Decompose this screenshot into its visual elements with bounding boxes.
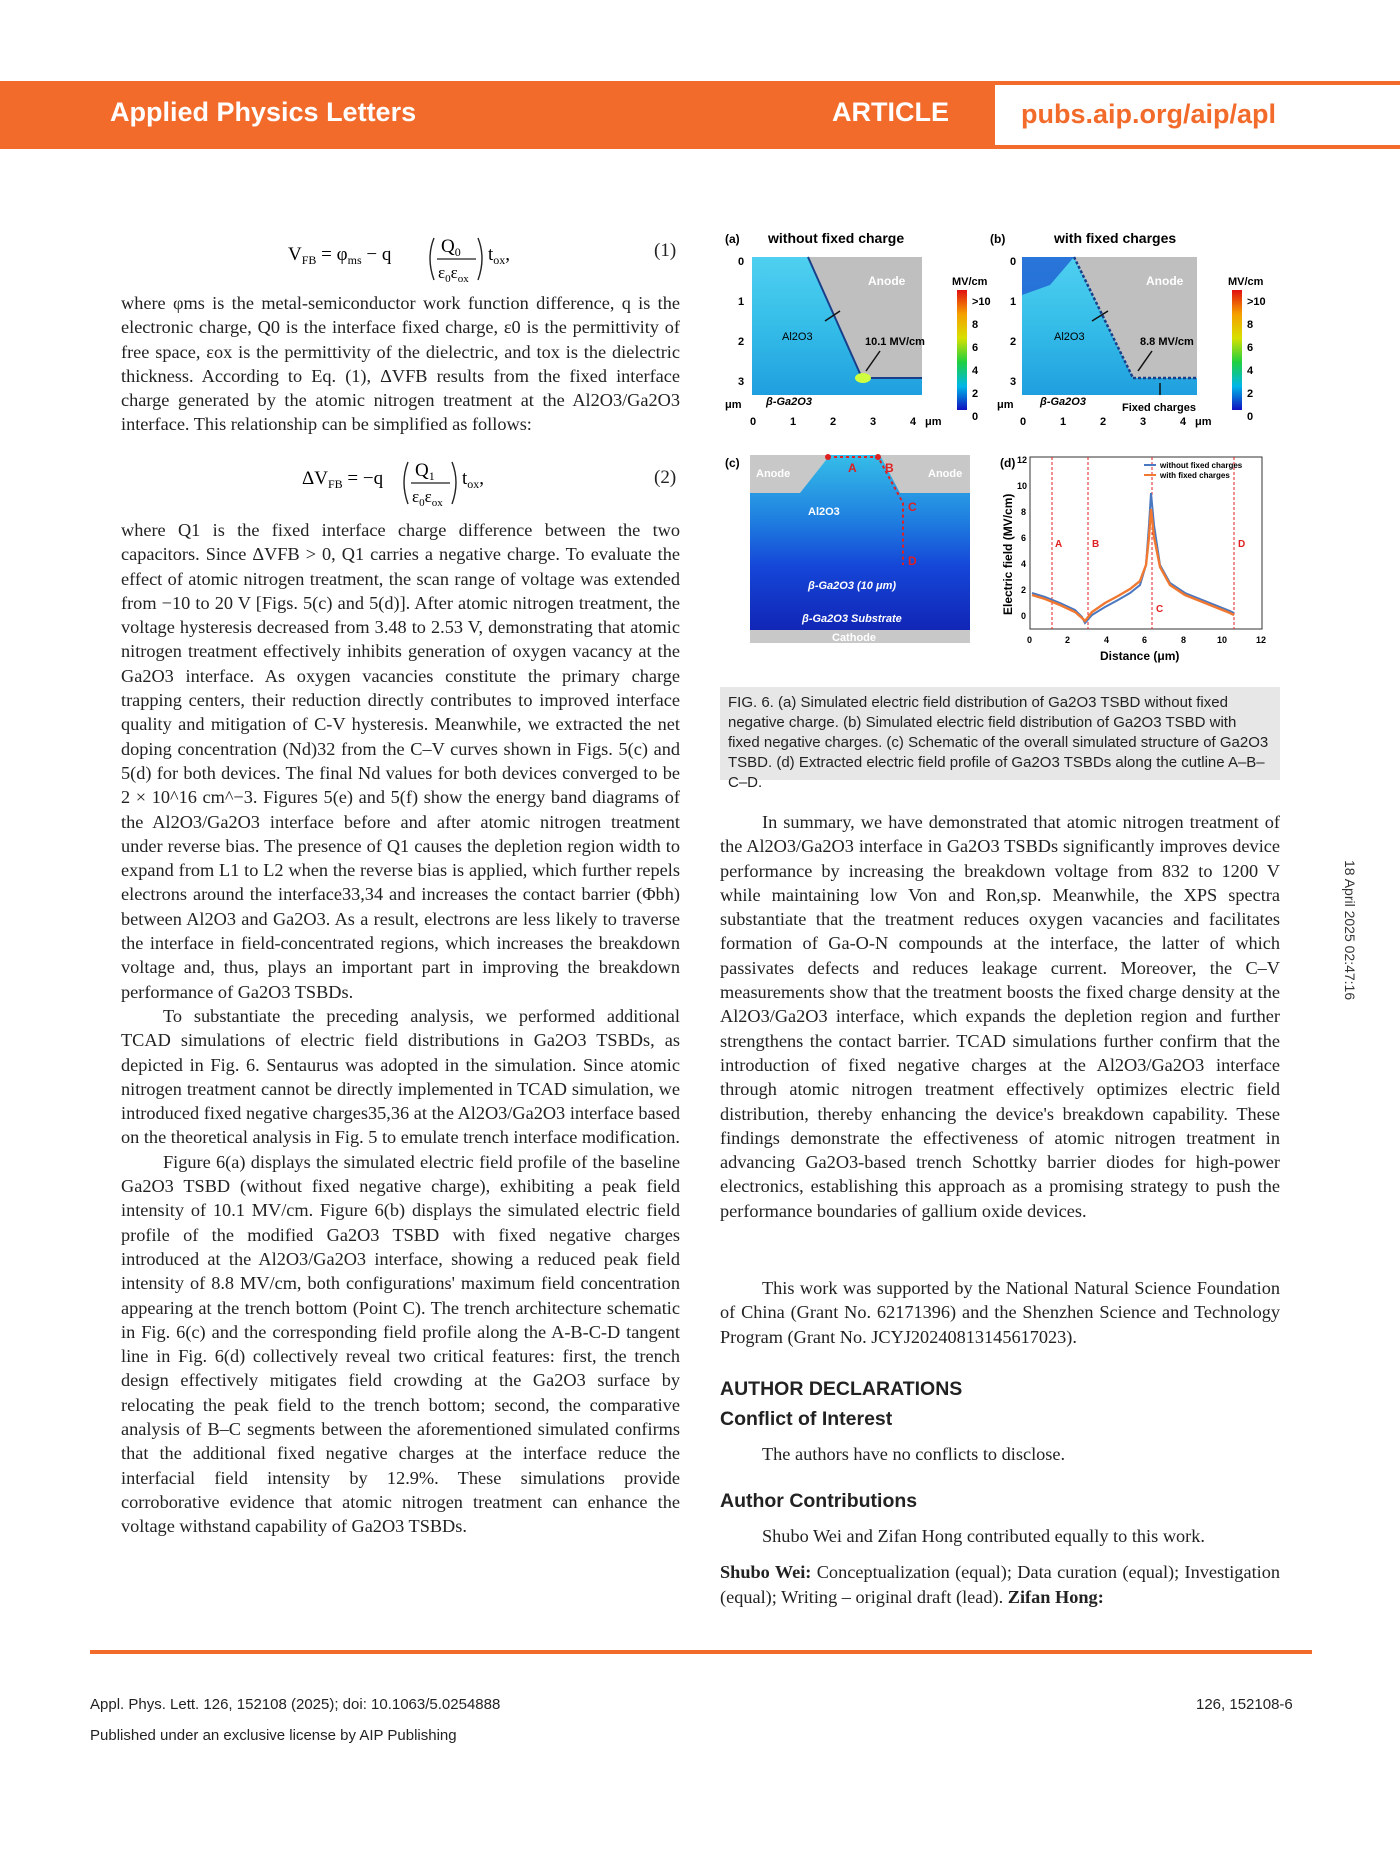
y-tick: 0 — [1021, 611, 1027, 621]
scale-tick: 4 — [972, 365, 979, 377]
svg-text:tox,: $t_{ox}$, — [462, 468, 485, 491]
x-unit: μm — [925, 416, 942, 428]
author-declarations-heading: AUTHOR DECLARATIONS — [720, 1378, 963, 1400]
y-tick: 10 — [1017, 481, 1028, 491]
panel-c-anode-left: Anode — [756, 468, 791, 480]
panel-b-fixed-charges: Fixed charges — [1122, 402, 1196, 414]
panel-d-yticks — [1017, 455, 1027, 621]
x-tick: 4 — [1180, 416, 1187, 428]
download-stamp: 18 April 2025 02:47:16 — [1342, 860, 1358, 1001]
panel-a-ga2o3: β-Ga2O3 — [766, 396, 812, 408]
right-column — [720, 810, 1280, 1223]
panel-c-substrate: β-Ga2O3 Substrate — [802, 613, 902, 625]
scale-tick: 8 — [972, 319, 979, 331]
equation-2-svg — [302, 452, 522, 512]
scale-tick: 2 — [1247, 388, 1254, 400]
right-column-funding — [720, 1276, 1280, 1349]
panel-c-point-a: A — [848, 461, 857, 475]
x-tick: 0 — [1027, 635, 1033, 645]
panel-a-field-value: 10.1 MV/cm — [865, 336, 925, 348]
panel-a-al2o3: Al2O3 — [782, 331, 813, 343]
svg-text:Q1: $Q_1$ — [415, 460, 435, 483]
y-tick: 2 — [1010, 336, 1017, 348]
figure-6-caption: FIG. 6. (a) Simulated electric field distribution of Ga2O3 TSBD without fixed negative charge. (b) Simulated electric field distribution of Ga2O3 TSBD with fixed negative charges. (c) Schematic of the overall simulated structure of Ga2O3 TSBD. (d) Extracted electric field profile of Ga2O3 TSBDs along the cutline A–B–C–D. — [720, 687, 1280, 780]
equation-2 — [302, 452, 522, 512]
figure-6-svg — [720, 225, 1280, 685]
legend-without: without fixed charges — [1160, 461, 1243, 470]
panel-b-ga2o3: β-Ga2O3 — [1040, 396, 1086, 408]
x-tick: 10 — [1217, 635, 1228, 645]
author-1-roles: Conceptualization (equal); Data curation (equal); Investigation (equal); Writing – original draft (lead). — [720, 1562, 1281, 1607]
y-tick: 3 — [1010, 376, 1017, 388]
panel-a-unit: MV/cm — [952, 276, 988, 288]
figure-6 — [720, 225, 1280, 685]
author-1-name: Shubo Wei: — [720, 1562, 812, 1583]
left-paragraph-4: Figure 6(a) displays the simulated electric field profile of the baseline Ga2O3 TSBD (without fixed negative charge), exhibiting a peak field intensity of 10.1 MV/cm. Figure 6(b) displays the simulated electric field profile of the modified Ga2O3 TSBD with fixed negative charges introduced at the Al2O3/Ga2O3 interface, showing a reduced peak field intensity of 8.8 MV/cm, both configurations' maximum field concentration appearing at the trench bottom (Point C). The trench architecture schematic in Fig. 6(c) and the corresponding field profile along the A-B-C-D tangent line in Fig. 6(d) collectively reveal two critical features: first, the trench design effectively mitigates field crowding at the Ga2O3 surface by relocating the peak field to the trench bottom; second, the comparative analysis of B–C segments between the aforementioned simulated confirms that the additional fixed negative charges at the interface reduce the interfacial field intensity by 12.9%. These simulations provide corroborative evidence that atomic nitrogen treatment can enhance the voltage withstand capability of Ga2O3 TSBDs. — [121, 1151, 680, 1537]
x-tick: 1 — [1060, 416, 1067, 428]
scale-tick: 4 — [1247, 365, 1254, 377]
svg-text:ε0εox: $\varepsilon_0\varepsilon_{ox}$ — [438, 263, 469, 285]
journal-title: Applied Physics Letters — [110, 97, 417, 127]
left-column-continued — [121, 518, 680, 1538]
svg-text:VFB = φms − q: $V_{FB} = \varphi_{ms} - q$ — [288, 244, 392, 267]
x-tick: 6 — [1142, 635, 1148, 645]
y-tick: 0 — [738, 256, 745, 268]
x-tick: 2 — [830, 416, 837, 428]
left-paragraph-3: To substantiate the preceding analysis, we performed additional TCAD simulations of electric field distributions in Ga2O3 TSBDs, as depicted in Fig. 6. Sentaurus was adopted in the simulation. Since atomic nitrogen treatment cannot be directly implemented in TCAD simulation, we introduced fixed negative charges35,36 at the Al2O3/Ga2O3 interface based on the theoretical analysis in Fig. 5 to emulate trench interface modification. — [121, 1005, 680, 1148]
panel-a-anode-label: Anode — [868, 274, 906, 288]
svg-text:ε0εox: $\varepsilon_0\varepsilon_{ox}$ — [412, 487, 443, 509]
scale-tick: 0 — [1247, 411, 1254, 423]
panel-d-point-d: D — [1238, 539, 1246, 550]
x-tick: 2 — [1065, 635, 1071, 645]
svg-text:Q0: $Q_0$ — [441, 236, 461, 259]
x-tick: 0 — [750, 416, 757, 428]
panel-d-axes — [1030, 457, 1262, 629]
x-tick: 12 — [1256, 635, 1267, 645]
panel-b-field-value: 8.8 MV/cm — [1140, 336, 1194, 348]
panel-a-colorbar — [957, 290, 967, 410]
x-tick: 0 — [1020, 416, 1027, 428]
equation-1-svg — [288, 228, 528, 288]
y-tick: 2 — [738, 336, 745, 348]
contributions-text — [720, 1524, 1280, 1609]
right-paragraph-funding: This work was supported by the National Natural Science Foundation of China (Grant No. 62171396) and the Shenzhen Science and Technology Program (Grant No. JCYJ20240813145617023). — [720, 1278, 1280, 1347]
panel-a-yticks — [725, 256, 744, 411]
contributions-paragraph: Shubo Wei and Zifan Hong contributed equally to this work. — [762, 1526, 1205, 1546]
x-unit: μm — [1195, 416, 1212, 428]
y-tick: 3 — [738, 376, 745, 388]
panel-c-label: (c) — [725, 456, 740, 470]
y-unit: μm — [725, 399, 742, 411]
svg-text:tox,: $t_{ox}$, — [488, 244, 511, 267]
conflict-text — [720, 1442, 1280, 1466]
y-tick: 8 — [1021, 507, 1027, 517]
legend-with: with fixed charges — [1160, 471, 1230, 480]
conflict-heading: Conflict of Interest — [720, 1408, 893, 1430]
scale-tick: 2 — [972, 388, 979, 400]
panel-b-yticks — [997, 256, 1016, 411]
x-tick: 4 — [1104, 635, 1110, 645]
panel-c-anode-right: Anode — [928, 468, 963, 480]
equation-1-number: (1) — [654, 240, 677, 261]
panel-b-title: with fixed charges — [1054, 230, 1177, 246]
y-tick: 4 — [1021, 559, 1027, 569]
panel-b-xticks — [1020, 416, 1212, 428]
y-unit: μm — [997, 399, 1014, 411]
journal-header — [0, 81, 1400, 149]
panel-d-xlabel: Distance (μm) — [1100, 649, 1180, 663]
y-tick: 6 — [1021, 533, 1027, 543]
panel-a-xticks — [750, 416, 942, 428]
panel-c-point-c: C — [908, 500, 917, 514]
panel-d-ylabel: Electric field (MV/cm) — [1001, 493, 1015, 615]
x-tick: 1 — [790, 416, 797, 428]
scale-tick: 8 — [1247, 319, 1254, 331]
x-tick: 8 — [1181, 635, 1187, 645]
panel-a-scale — [972, 296, 991, 423]
panel-c-point-d: D — [908, 554, 917, 568]
right-paragraph-summary: In summary, we have demonstrated that atomic nitrogen treatment of the Al2O3/Ga2O3 interface in Ga2O3 TSBDs significantly improves device performance by increasing the breakdown voltage from 832 to 1200 V while maintaining low Von and Ron,sp. Meanwhile, the XPS spectra substantiate that the treatment reduces oxygen vacancies and facilitates formation of Ga-O-N compounds at the interface, the latter of which passivates defects and reduces leakage current. Moreover, the C–V measurements show that the treatment boosts the fixed charge density at the Al2O3/Ga2O3 interface, which expands the depletion region and further strengthens the contact barrier. TCAD simulations further confirm that the introduction of fixed negative charges at the Al2O3/Ga2O3 interface through atomic nitrogen treatment effectively optimizes electric field distribution, thereby enhancing the device's breakdown capability. These findings demonstrate the effectiveness of atomic nitrogen treatment in advancing Ga2O3-based trench Schottky barrier diodes for high-power electronics, establishing this approach as a promising strategy to push the performance boundaries of gallium oxide devices. — [720, 812, 1280, 1221]
left-paragraph-2: where Q1 is the fixed interface charge difference between the two capacitors. Since ΔVFB > 0, Q1 carries a negative charge. To evaluate the effect of atomic nitrogen treatment, the scan range of voltage was extended from −10 to 20 V [Figs. 5(c) and 5(d)]. After atomic nitrogen treatment, the voltage hysteresis decreased from 3.48 to 2.53 V, demonstrating that atomic nitrogen treatment effectively inhibits generation of oxygen vacancy at the Ga2O3 interface. As oxygen vacancies constitute the primary charge trapping centers, their reduction directly contributes to improved interface quality and mitigation of C-V hysteresis. Meanwhile, we extracted the net doping concentration (Nd)32 from the C–V curves shown in Figs. 5(c) and 5(d) for both devices. The final Nd values for both devices converged to be 2 × 10^16 cm^−3. Figures 5(e) and 5(f) show the energy band diagrams of the Al2O3/Ga2O3 interface before and after atomic nitrogen treatment under reverse bias. The presence of Q1 causes the depletion region width to expand from L1 to L2 when the reverse bias is applied, which further repels electrons around the interface33,34 and increases the contact barrier (Φbh) between Al2O3 and Ga2O3. As a result, electrons are less likely to traverse the interface in field-concentrated regions, which increases the breakdown voltage and, thus, plays an important part in improving the breakdown performance of Ga2O3 TSBDs. — [121, 520, 680, 1002]
footer-license: Published under an exclusive license by AIP Publishing — [90, 1727, 457, 1744]
panel-b-colorbar — [1232, 290, 1242, 410]
footer-page: 126, 152108-6 — [1196, 1696, 1293, 1713]
panel-c-al2o3: Al2O3 — [808, 506, 840, 518]
left-paragraph-1: where φms is the metal-semiconductor work function difference, q is the electronic charge, Q0 is the interface fixed charge, ε0 is the permittivity of free space, εox is the permittivity of the dielectric, and tox is the dielectric thickness. According to Eq. (1), ΔVFB results from the fixed interface charge generated by the atomic nitrogen treatment at the Al2O3/Ga2O3 interface. This relationship can be simplified as follows: — [121, 293, 680, 435]
scale-tick: 0 — [972, 411, 979, 423]
scale-tick: 6 — [972, 342, 979, 354]
scale-tick: 6 — [1247, 342, 1254, 354]
scale-tick: >10 — [972, 296, 991, 308]
y-tick: 0 — [1010, 256, 1017, 268]
equation-1 — [288, 228, 528, 288]
y-tick: 2 — [1021, 585, 1027, 595]
contributions-detail — [720, 1560, 1280, 1609]
scale-tick: >10 — [1247, 296, 1266, 308]
conflict-paragraph: The authors have no conflicts to disclose. — [762, 1444, 1066, 1464]
y-tick: 12 — [1017, 455, 1028, 465]
panel-b-al2o3: Al2O3 — [1054, 331, 1085, 343]
x-tick: 3 — [870, 416, 877, 428]
equation-2-number: (2) — [654, 467, 677, 488]
article-type: ARTICLE — [832, 97, 949, 127]
x-tick: 2 — [1100, 416, 1107, 428]
journal-url[interactable]: pubs.aip.org/aip/apl — [1021, 99, 1277, 129]
panel-b-anode-label: Anode — [1146, 274, 1184, 288]
panel-d-label: (d) — [1000, 456, 1016, 470]
left-column — [121, 291, 680, 437]
svg-text:ΔVFB = −q: $\Delta V_{FB} = -q$ — [302, 468, 384, 491]
panel-d-point-c: C — [1156, 604, 1164, 615]
footer-citation: Appl. Phys. Lett. 126, 152108 (2025); doi: 10.1063/5.0254888 — [90, 1696, 501, 1713]
panel-d-xticks — [1027, 635, 1266, 645]
panel-c-cathode-label: Cathode — [832, 632, 876, 644]
y-tick: 1 — [1010, 296, 1017, 308]
panel-c-ga2o3: β-Ga2O3 (10 μm) — [808, 580, 897, 592]
panel-c-point-b: B — [885, 461, 894, 475]
x-tick: 3 — [1140, 416, 1147, 428]
url-box — [993, 83, 1400, 147]
x-tick: 4 — [910, 416, 917, 428]
panel-b-scale — [1247, 296, 1266, 423]
y-tick: 1 — [738, 296, 745, 308]
panel-a-label: (a) — [725, 232, 740, 246]
panel-b-label: (b) — [990, 232, 1006, 246]
panel-d-point-a: A — [1055, 539, 1063, 550]
footer-rule — [90, 1650, 1312, 1654]
panel-a-title: without fixed charge — [768, 230, 905, 246]
author-2-name: Zifan Hong: — [1007, 1586, 1104, 1607]
panel-d-point-b: B — [1092, 539, 1100, 550]
author-contributions-heading: Author Contributions — [720, 1490, 918, 1512]
panel-b-unit: MV/cm — [1228, 276, 1264, 288]
